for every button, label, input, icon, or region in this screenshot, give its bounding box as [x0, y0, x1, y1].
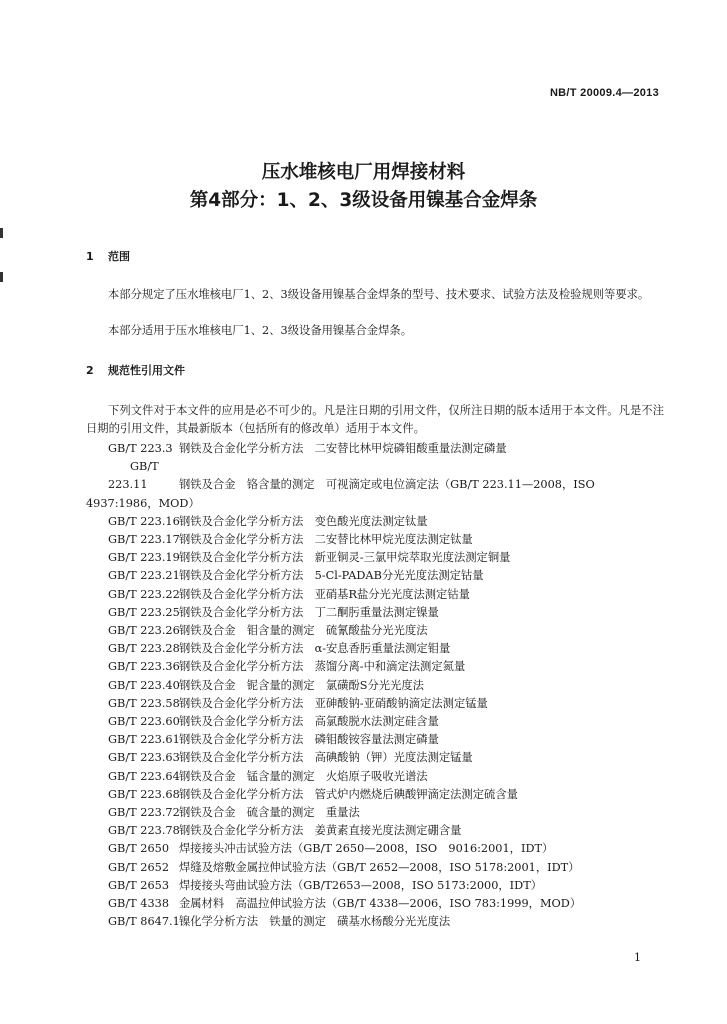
scope-paragraph: 本部分规定了压水堆核电厂1、2、3级设备用镍基合金焊条的型号、技术要求、试验方法及检验规则等要求。 [108, 288, 650, 301]
reference-code: GB/T 2652 [108, 860, 170, 874]
reference-code: GB/T 223.36 [108, 660, 180, 674]
reference-code: GB/T 223.3 [108, 442, 173, 455]
standard-number: NB/T 20009.4—2013 [549, 87, 659, 99]
document-subtitle: 第4部分：1、2、3级设备用镍基合金焊条 [189, 190, 538, 211]
reference-item [86, 440, 666, 458]
reference-item [86, 749, 666, 767]
reference-code: GB/T 223.25 [108, 605, 180, 619]
reference-code: GB/T 223.72 [108, 806, 180, 820]
reference-title: 钢铁及合金化学分析方法 丁二酮肟重量法测定镍量 [179, 605, 439, 619]
reference-title: 钢铁及合金 锰含量的测定 火焰原子吸收光谱法 [179, 769, 428, 783]
section-title: 范围 [108, 250, 130, 263]
reference-title: 钢铁及合金化学分析方法 变色酸光度法测定钛量 [179, 514, 428, 528]
reference-item [86, 713, 666, 731]
reference-code: GB/T 223.17 [108, 533, 180, 547]
section-number: 1 [86, 250, 94, 263]
reference-item [86, 567, 666, 585]
reference-code: GB/T 4338 [108, 897, 170, 911]
reference-title: 钢铁及合金 钼含量的测定 硫氰酸盐分光光度法 [179, 624, 428, 638]
reference-item [86, 513, 666, 531]
reference-code: GB/T 223.61 [108, 733, 180, 747]
reference-title: 钢铁及合金化学分析方法 亚硝基R盐分光光度法测定钴量 [179, 587, 470, 601]
reference-code: GB/T 223.40 [108, 678, 180, 692]
reference-code: GB/T 223.78 [108, 824, 180, 838]
reference-title: 钢铁及合金化学分析方法 高碘酸钠（钾）光度法测定锰量 [179, 751, 473, 765]
reference-title: 钢铁及合金化学分析方法 蒸馏分离-中和滴定法测定氮量 [179, 660, 466, 674]
reference-title: 钢铁及合金化学分析方法 二安替比林甲烷磷钼酸重量法测定磷量 [179, 442, 507, 455]
reference-item [0, 458, 666, 513]
reference-code: GB/T 223.58 [108, 696, 180, 710]
reference-title: 焊接接头冲击试验方法（GB/T 2650—2008，ISO 9016:2001，IDT） [179, 842, 554, 856]
reference-title: 钢铁及合金 铬含量的测定 可视滴定或电位滴定法（GB/T 223.11—2008，ISO 4937:1986，MOD） [86, 478, 595, 510]
reference-item [86, 840, 666, 858]
reference-code: GB/T 2650 [108, 842, 170, 856]
scope-paragraph: 本部分适用于压水堆核电厂1、2、3级设备用镍基合金焊条。 [108, 324, 412, 337]
reference-item [86, 549, 666, 567]
reference-item [86, 677, 666, 695]
page-number: 1 [634, 951, 641, 964]
reference-item [86, 913, 666, 931]
reference-title: 钢铁及合金化学分析方法 亚砷酸钠-亚硝酸钠滴定法测定锰量 [179, 696, 488, 710]
reference-title: 镍化学分析方法 铁量的测定 磺基水杨酸分光光度法 [179, 915, 451, 929]
document-title: 压水堆核电厂用焊接材料 [261, 162, 466, 183]
reference-code: GB/T 223.64 [108, 769, 180, 783]
reference-code: GB/T 223.22 [108, 587, 180, 601]
reference-title: 钢铁及合金化学分析方法 新亚铜灵-三氯甲烷萃取光度法测定铜量 [179, 551, 511, 565]
reference-item [86, 622, 666, 640]
reference-item [86, 531, 666, 549]
reference-title: 金属材料 高温拉伸试验方法（GB/T 4338—2006，ISO 783:1999，MOD） [179, 897, 582, 911]
reference-title: 钢铁及合金化学分析方法 二安替比林甲烷光度法测定钛量 [179, 533, 473, 547]
reference-code: GB/T 223.19 [108, 551, 180, 565]
reference-code: GB/T 223.63 [108, 751, 180, 765]
reference-item [86, 731, 666, 749]
section-title: 规范性引用文件 [108, 364, 185, 377]
reference-code: GB/T 223.26 [108, 624, 180, 638]
reference-item [86, 804, 666, 822]
reference-item [86, 877, 666, 895]
reference-list [86, 440, 666, 931]
reference-code: GB/T 223.21 [108, 569, 180, 583]
reference-item [86, 586, 666, 604]
reference-item [86, 822, 666, 840]
references-intro: 下列文件对于本文件的应用是必不可少的。凡是注日期的引用文件，仅所注日期的版本适用于本文件。凡是不注日期的引用文件，其最新版本（包括所有的修改单）适用于本文件。 [86, 404, 664, 435]
reference-item [86, 786, 666, 804]
reference-title: 钢铁及合金 铌含量的测定 氯磺酚S分光光度法 [179, 678, 424, 692]
section-1-heading [86, 248, 130, 264]
section-number: 2 [86, 364, 94, 377]
reference-title: 钢铁及合金 硫含量的测定 重量法 [179, 806, 360, 820]
scan-edge-mark [0, 272, 3, 282]
reference-item [86, 768, 666, 786]
reference-title: 钢铁及合金化学分析方法 α-安息香肟重量法测定钼量 [179, 642, 451, 656]
reference-item [86, 895, 666, 913]
reference-code: GB/T 223.16 [108, 514, 180, 528]
reference-code: GB/T 2653 [108, 878, 170, 892]
reference-item [86, 658, 666, 676]
reference-title: 钢铁及合金化学分析方法 磷钼酸铵容量法测定磷量 [179, 733, 439, 747]
reference-code: GB/T 223.60 [108, 715, 180, 729]
reference-title: 钢铁及合金化学分析方法 高氯酸脱水法测定硅含量 [179, 715, 439, 729]
section-2-heading [86, 362, 185, 378]
reference-title: 焊缝及熔敷金属拉伸试验方法（GB/T 2652—2008，ISO 5178:2001，IDT） [179, 860, 580, 874]
reference-title: 钢铁及合金化学分析方法 姜黄素直接光度法测定硼含量 [179, 824, 462, 838]
reference-item [86, 859, 666, 877]
reference-item [86, 695, 666, 713]
reference-code: GB/T 223.28 [108, 642, 180, 656]
reference-title: 焊接接头弯曲试验方法（GB/T2653—2008，ISO 5173:2000，IDT） [179, 878, 543, 892]
reference-item [86, 604, 666, 622]
reference-code: GB/T 223.11 [108, 460, 159, 492]
scan-edge-mark [0, 228, 3, 238]
reference-code: GB/T 223.68 [108, 787, 180, 801]
reference-item [86, 640, 666, 658]
reference-code: GB/T 8647.1 [108, 915, 180, 929]
reference-title: 钢铁及合金化学分析方法 5-Cl-PADAB分光光度法测定钴量 [179, 569, 484, 583]
reference-title: 钢铁及合金化学分析方法 管式炉内燃烧后碘酸钾滴定法测定硫含量 [179, 787, 518, 801]
